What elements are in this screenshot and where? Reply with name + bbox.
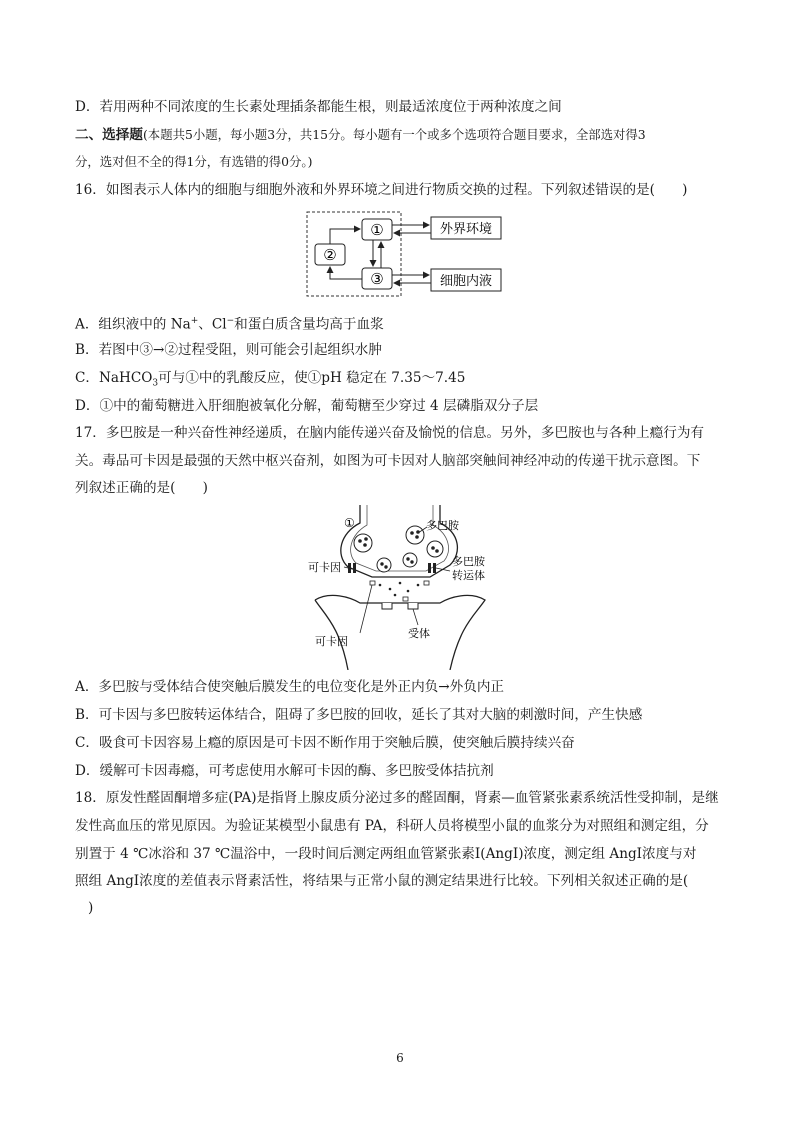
q16-option-a-part1: A．组织液中的 Na xyxy=(75,316,191,333)
q18-stem-line-5: ) xyxy=(88,900,94,916)
sodium-charge: + xyxy=(190,316,199,326)
intracellular-label: 细胞内液 xyxy=(439,274,493,289)
label-receptor: 受体 xyxy=(408,627,430,640)
q17-option-b: B．可卡因与多巴胺转运体结合，阻碍了多巴胺的回收，延长了其对大脑的刺激时间，产生快感 xyxy=(75,707,643,723)
q17-stem-line-2: 关。毒品可卡因是最强的天然中枢兴奋剂，如图为可卡因对人脑部突触间神经冲动的传递干扰示意图。下 xyxy=(75,453,701,469)
chloride-charge: − xyxy=(226,316,235,326)
q18-stem-line-4: 照组 AngⅠ浓度的差值表示肾素活性，将结果与正常小鼠的测定结果进行比较。下列相关叙述正确的是( xyxy=(75,873,689,889)
external-env-label: 外界环境 xyxy=(439,222,493,237)
q16-option-a xyxy=(75,312,384,334)
dopamine-molecules xyxy=(379,582,420,597)
q16-option-c-subscript: 3 xyxy=(152,378,159,389)
node-1-label: ① xyxy=(370,221,384,239)
pointer-receptor xyxy=(413,609,418,625)
q18-stem-line-3: 别置于 4 ℃冰浴和 37 ℃温浴中，一段时间后测定两组血管紧张素Ⅰ(AngⅠ)浓度，测定组 AngⅠ浓度与对 xyxy=(75,846,697,862)
q17-option-a: A．多巴胺与受体结合使突触后膜发生的电位变化是外正内负→外负内正 xyxy=(75,679,505,695)
q16-option-d: D．①中的葡萄糖进入肝细胞被氧化分解，葡萄糖至少穿过 4 层磷脂双分子层 xyxy=(75,398,539,414)
q17-stem-line-1: 17．多巴胺是一种兴奋性神经递质，在脑内能传递兴奋及愉悦的信息。另外，多巴胺也与各种上瘾行为有 xyxy=(75,425,705,441)
q17-option-c: C．吸食可卡因容易上瘾的原因是可卡因不断作用于突触后膜，使突触后膜持续兴奋 xyxy=(75,735,575,751)
node-3-label: ③ xyxy=(370,270,384,288)
prev-option-d: D．若用两种不同浓度的生长素处理插条都能生根，则最适浓度位于两种浓度之间 xyxy=(75,99,562,115)
label-cocaine-bottom: 可卡因 xyxy=(315,635,348,648)
q16-option-c-part1: C．NaHCO xyxy=(75,370,153,386)
q16-stem: 16．如图表示人体内的细胞与细胞外液和外界环境之间进行物质交换的过程。下列叙述错误的是( ) xyxy=(75,182,688,198)
section-2-title: 二、选择题 xyxy=(75,127,143,143)
section-2-header xyxy=(75,126,646,144)
label-transporter-line1: 多巴胺 xyxy=(452,555,485,568)
label-transporter-line2: 转运体 xyxy=(452,569,485,582)
q16-option-b: B．若图中③→②过程受阻，则可能会引起组织水肿 xyxy=(75,342,382,358)
postsynaptic-membrane xyxy=(315,595,485,670)
arrow-3-to-2 xyxy=(330,267,362,279)
q18-stem-line-1: 18．原发性醛固酮增多症(PA)是指肾上腺皮质分泌过多的醛固酮，肾素—血管紧张素系统活性受抑制，是继 xyxy=(75,790,719,806)
q17-synapse-diagram xyxy=(300,505,500,670)
q16-option-c xyxy=(75,369,465,393)
pointer-cocaine-bottom xyxy=(360,585,372,633)
section-2-instructions-cont: 分，选对但不全的得1分，有选错的得0分。) xyxy=(75,154,313,169)
label-1: ① xyxy=(344,516,355,530)
q16-option-a-part3: 和蛋白质含量均高于血浆 xyxy=(234,316,384,333)
q17-option-d: D．缓解可卡因毒瘾，可考虑使用水解可卡因的酶、多巴胺受体拮抗剂 xyxy=(75,763,494,779)
page-number: 6 xyxy=(396,1051,404,1065)
arrow-2-to-1 xyxy=(330,229,360,244)
q16-option-c-part2: 可与①中的乳酸反应，使①pH 稳定在 7.35～7.45 xyxy=(158,370,466,386)
q16-diagram xyxy=(300,210,530,300)
q16-option-a-part2: 、Cl xyxy=(198,316,227,333)
label-cocaine-top: 可卡因 xyxy=(308,561,341,574)
receptors xyxy=(382,603,418,609)
section-2-instructions: (本题共5小题，每小题3分，共15分。每小题有一个或多个选项符合题目要求，全部选对得3 xyxy=(142,127,646,142)
label-dopamine: 多巴胺 xyxy=(426,519,459,532)
q17-stem-line-3: 列叙述正确的是( ) xyxy=(75,480,208,496)
node-2-label: ② xyxy=(323,246,337,264)
q18-stem-line-2: 发性高血压的常见原因。为验证某模型小鼠患有 PA，科研人员将模型小鼠的血浆分为对照组和测定组，分 xyxy=(75,818,709,834)
